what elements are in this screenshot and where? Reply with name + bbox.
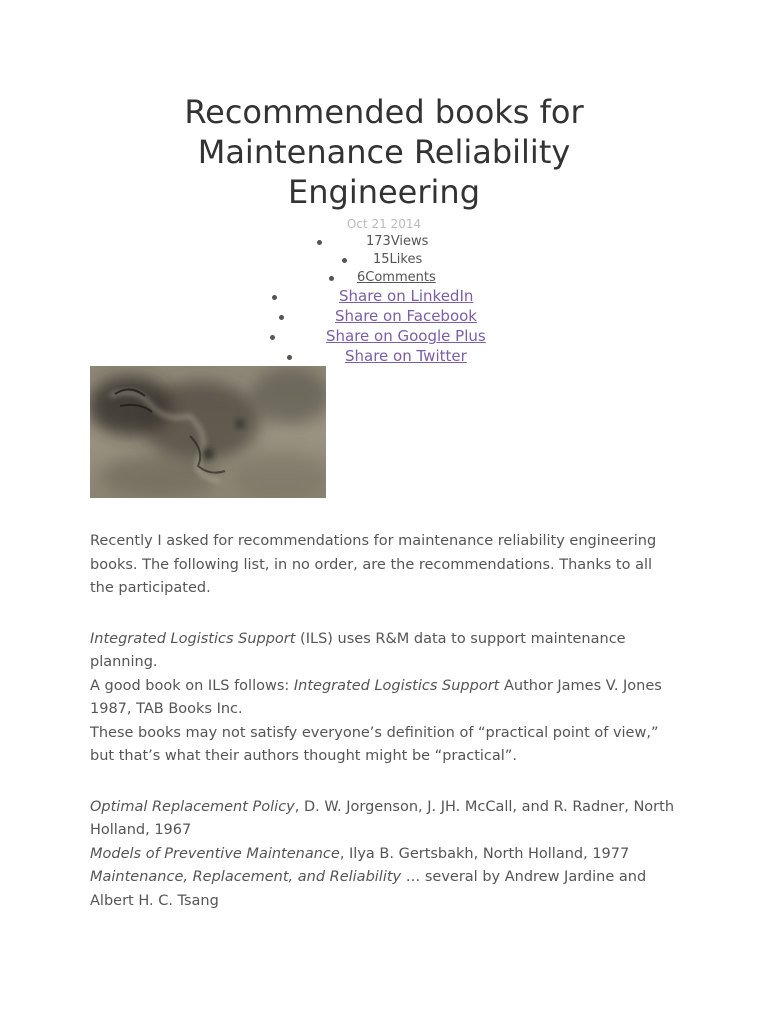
views-text	[366, 233, 428, 251]
book-1-title: Optimal Replacement Policy	[90, 798, 295, 815]
intro-text: Recently I asked for recommendations for maintenance reliability engineering books. The following list, in no order, are the recommendations. Thanks to all the participated.	[90, 533, 657, 596]
bullet-icon	[272, 295, 277, 300]
book-3-details: … several by Andrew Jardine and Albert H. C. Tsang	[90, 869, 647, 909]
stat-views	[0, 233, 768, 253]
ils-line-3: These books may not satisfy everyone’s definition of “practical point of view,” but that’s what their authors thought might be “practical”.	[90, 724, 659, 764]
ils-title-italic: Integrated Logistics Support	[90, 630, 296, 647]
book-3-title: Maintenance, Replacement, and Reliability	[90, 869, 402, 885]
intro-paragraph	[90, 530, 680, 601]
share-linkedin-link[interactable]: Share on LinkedIn	[339, 287, 474, 305]
views-label: Views	[390, 234, 429, 249]
share-item-twitter[interactable]	[0, 346, 768, 366]
bullet-icon	[287, 355, 292, 360]
likes-label: Likes	[389, 252, 423, 267]
ils-paragraph	[90, 628, 680, 769]
comments-count[interactable]: 6	[357, 270, 366, 285]
books-paragraph	[90, 796, 680, 914]
likes-text	[373, 251, 422, 269]
likes-count: 15	[373, 252, 390, 267]
publish-date: Oct 21 2014	[346, 217, 422, 231]
ils-line-1	[90, 628, 680, 675]
book-2-details: , Ilya B. Gertsbakh, North Holland, 1977	[339, 845, 630, 862]
share-item-facebook[interactable]	[0, 306, 768, 326]
share-twitter-link[interactable]: Share on Twitter	[345, 347, 467, 365]
ink-painting-dragon-image	[90, 366, 326, 498]
comments-label[interactable]: Comments	[365, 270, 436, 285]
comments-link[interactable]	[357, 269, 436, 287]
book-2-title: Models of Preventive Maintenance	[90, 845, 340, 862]
bullet-icon	[270, 335, 275, 340]
book-line-1	[90, 796, 680, 843]
share-facebook-link[interactable]: Share on Facebook	[335, 307, 477, 325]
views-count: 173	[366, 234, 391, 249]
share-item-linkedin[interactable]	[0, 286, 768, 306]
book-line-3	[90, 866, 680, 913]
article-body	[90, 530, 680, 940]
bullet-icon	[342, 258, 347, 263]
bullet-icon	[329, 276, 334, 281]
page-title: Recommended books for Maintenance Reliability Engineering	[184, 93, 584, 211]
ils-line-2	[90, 675, 680, 722]
share-google-plus-link[interactable]: Share on Google Plus	[326, 327, 486, 345]
share-item-google-plus[interactable]	[0, 326, 768, 346]
stat-likes	[0, 251, 768, 271]
ils-book-italic: Integrated Logistics Support	[293, 677, 500, 694]
ils-line-1-rest: (ILS) uses R&M data to support maintenance planning.	[90, 630, 626, 670]
ils-line-2-pre: A good book on ILS follows:	[90, 677, 294, 694]
bullet-icon	[279, 315, 284, 320]
book-line-2	[90, 843, 680, 867]
bullet-icon	[317, 240, 322, 245]
book-1-details: , D. W. Jorgenson, J. JH. McCall, and R. Radner, North Holland, 1967	[90, 798, 675, 838]
ils-line-2-rest: Author James V. Jones 1987, TAB Books Inc.	[90, 677, 662, 717]
